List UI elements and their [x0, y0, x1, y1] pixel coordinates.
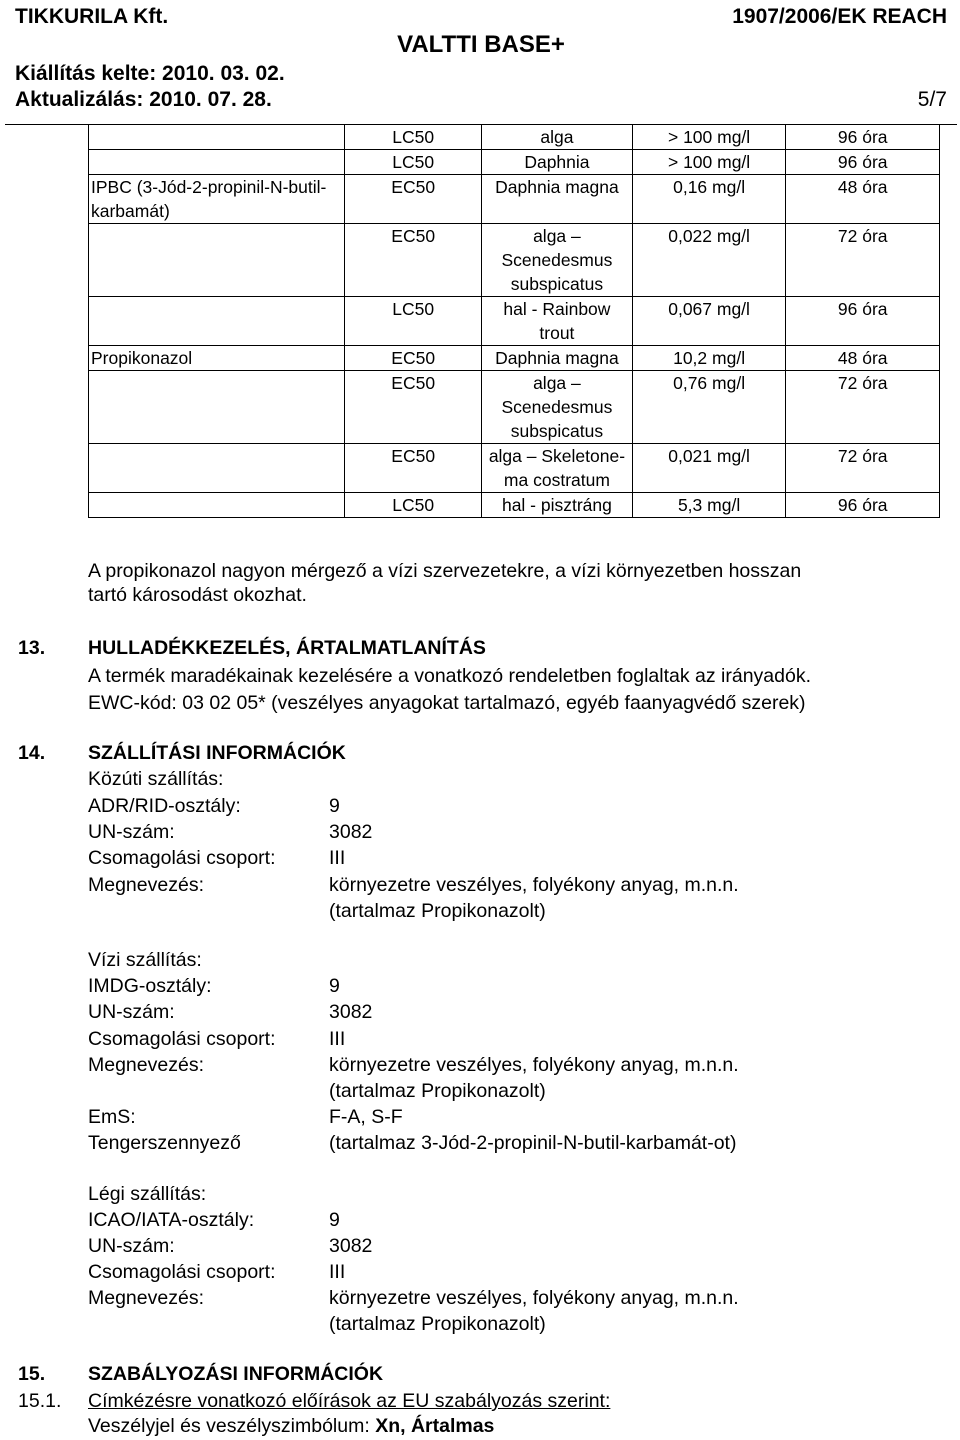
air-name-value-2: (tartalmaz Propikonazolt): [329, 1313, 546, 1335]
hazard-symbol-value: Xn, Ártalmas: [375, 1415, 495, 1437]
water-class-value: 9: [329, 975, 340, 997]
table-row: [89, 150, 940, 175]
duration-cell: 96 óra: [786, 150, 940, 175]
organism-cell: Daphnia magna: [482, 346, 633, 371]
air-un-value: 3082: [329, 1235, 373, 1257]
water-ems-value: F-A, S-F: [329, 1106, 403, 1128]
section-15-number: 15.: [18, 1363, 46, 1385]
test-type-cell: LC50: [345, 297, 482, 346]
test-type-cell: EC50: [345, 346, 482, 371]
section-15-1-title: Címkézésre vonatkozó előírások az EU szabályozás szerint:: [88, 1390, 611, 1412]
air-class-label: ICAO/IATA-osztály:: [88, 1209, 255, 1231]
organism-cell: alga – Scenedesmus subspicatus: [482, 224, 633, 297]
water-pollutant-value: (tartalmaz 3-Jód-2-propinil-N-butil-karbamát-ot): [329, 1132, 737, 1154]
company-name: TIKKURILA Kft.: [15, 5, 169, 28]
substance-cell: [89, 493, 345, 518]
table-row: [89, 175, 940, 224]
section-13-line-2: EWC-kód: 03 02 05* (veszélyes anyagokat tartalmazó, egyéb faanyagvédő szerek): [88, 692, 806, 714]
road-class-value: 9: [329, 795, 340, 817]
regulation-ref: 1907/2006/EK REACH: [732, 5, 947, 28]
substance-cell: [89, 444, 345, 493]
organism-cell: Daphnia magna: [482, 175, 633, 224]
air-packing-group-value: III: [329, 1261, 346, 1283]
duration-cell: 48 óra: [786, 346, 940, 371]
concentration-cell: 0,067 mg/l: [632, 297, 786, 346]
road-un-value: 3082: [329, 821, 373, 843]
test-type-cell: EC50: [345, 371, 482, 444]
test-type-cell: EC50: [345, 444, 482, 493]
air-packing-group-label: Csomagolási csoport:: [88, 1261, 276, 1283]
duration-cell: 72 óra: [786, 444, 940, 493]
test-type-cell: LC50: [345, 150, 482, 175]
duration-cell: 96 óra: [786, 297, 940, 346]
concentration-cell: 0,76 mg/l: [632, 371, 786, 444]
test-type-cell: LC50: [345, 493, 482, 518]
concentration-cell: 0,021 mg/l: [632, 444, 786, 493]
concentration-cell: 0,022 mg/l: [632, 224, 786, 297]
water-packing-group-label: Csomagolási csoport:: [88, 1028, 276, 1050]
concentration-cell: 5,3 mg/l: [632, 493, 786, 518]
note-line-1: A propikonazol nagyon mérgező a vízi szervezetekre, a vízi környezetben hosszan: [88, 560, 802, 582]
water-name-label: Megnevezés:: [88, 1054, 204, 1076]
water-un-value: 3082: [329, 1001, 373, 1023]
water-packing-group-value: III: [329, 1028, 346, 1050]
product-name: VALTTI BASE+: [397, 31, 565, 58]
water-class-label: IMDG-osztály:: [88, 975, 212, 997]
organism-cell: hal - Rainbow trout: [482, 297, 633, 346]
road-name-value-2: (tartalmaz Propikonazolt): [329, 900, 546, 922]
organism-cell: alga – Skeletone-ma costratum: [482, 444, 633, 493]
substance-cell: IPBC (3-Jód-2-propinil-N-butil-karbamát): [89, 175, 345, 224]
duration-cell: 72 óra: [786, 371, 940, 444]
test-type-cell: EC50: [345, 224, 482, 297]
concentration-cell: > 100 mg/l: [632, 125, 786, 150]
organism-cell: Daphnia: [482, 150, 633, 175]
table-row: [89, 297, 940, 346]
concentration-cell: 10,2 mg/l: [632, 346, 786, 371]
air-class-value: 9: [329, 1209, 340, 1231]
test-type-cell: LC50: [345, 125, 482, 150]
air-transport-heading: Légi szállítás:: [88, 1183, 207, 1205]
duration-cell: 96 óra: [786, 125, 940, 150]
substance-cell: [89, 125, 345, 150]
section-14-number: 14.: [18, 742, 46, 764]
section-13-number: 13.: [18, 637, 46, 659]
hazard-symbol-label: Veszélyjel és veszélyszimbólum:: [88, 1415, 376, 1437]
section-14-title: SZÁLLÍTÁSI INFORMÁCIÓK: [88, 742, 346, 764]
air-name-value: környezetre veszélyes, folyékony anyag, m.n.n.: [329, 1287, 739, 1309]
propiconazole-note: [88, 559, 801, 607]
page-number: 5/7: [917, 88, 947, 111]
concentration-cell: 0,16 mg/l: [632, 175, 786, 224]
duration-cell: 72 óra: [786, 224, 940, 297]
water-pollutant-label: Tengerszennyező: [88, 1132, 241, 1154]
organism-cell: hal - pisztráng: [482, 493, 633, 518]
substance-cell: Propikonazol: [89, 346, 345, 371]
water-un-label: UN-szám:: [88, 1001, 175, 1023]
section-13-line-1: A termék maradékainak kezelésére a vonatkozó rendeletben foglaltak az irányadók.: [88, 665, 812, 687]
duration-cell: 48 óra: [786, 175, 940, 224]
concentration-cell: > 100 mg/l: [632, 150, 786, 175]
road-class-label: ADR/RID-osztály:: [88, 795, 241, 817]
organism-cell: alga: [482, 125, 633, 150]
water-transport-heading: Vízi szállítás:: [88, 949, 202, 971]
table-row: [89, 125, 940, 150]
organism-cell: alga – Scenedesmus subspicatus: [482, 371, 633, 444]
section-13-title: HULLADÉKKEZELÉS, ÁRTALMATLANÍTÁS: [88, 637, 486, 659]
air-un-label: UN-szám:: [88, 1235, 175, 1257]
table-row: [89, 371, 940, 444]
substance-cell: [89, 150, 345, 175]
issue-date: Kiállítás kelte: 2010. 03. 02.: [15, 62, 285, 85]
test-type-cell: EC50: [345, 175, 482, 224]
water-ems-label: EmS:: [88, 1106, 136, 1128]
update-date: Aktualizálás: 2010. 07. 28.: [15, 88, 272, 111]
water-name-value: környezetre veszélyes, folyékony anyag, m.n.n.: [329, 1054, 739, 1076]
road-name-value: környezetre veszélyes, folyékony anyag, m.n.n.: [329, 874, 739, 896]
note-line-2: tartó károsodást okozhat.: [88, 584, 307, 606]
substance-cell: [89, 297, 345, 346]
table-row: [89, 224, 940, 297]
road-transport-heading: Közúti szállítás:: [88, 768, 224, 790]
road-un-label: UN-szám:: [88, 821, 175, 843]
substance-cell: [89, 224, 345, 297]
road-packing-group-value: III: [329, 847, 346, 869]
water-name-value-2: (tartalmaz Propikonazolt): [329, 1080, 546, 1102]
table-row: [89, 346, 940, 371]
table-row: [89, 444, 940, 493]
ecotoxicity-table: [88, 124, 940, 518]
section-15-1-number: 15.1.: [18, 1390, 62, 1412]
duration-cell: 96 óra: [786, 493, 940, 518]
section-15-title: SZABÁLYOZÁSI INFORMÁCIÓK: [88, 1363, 384, 1385]
air-name-label: Megnevezés:: [88, 1287, 204, 1309]
road-packing-group-label: Csomagolási csoport:: [88, 847, 276, 869]
page-header: [5, 0, 957, 125]
hazard-symbol-line: [88, 1414, 494, 1438]
road-name-label: Megnevezés:: [88, 874, 204, 896]
table-row: [89, 493, 940, 518]
substance-cell: [89, 371, 345, 444]
